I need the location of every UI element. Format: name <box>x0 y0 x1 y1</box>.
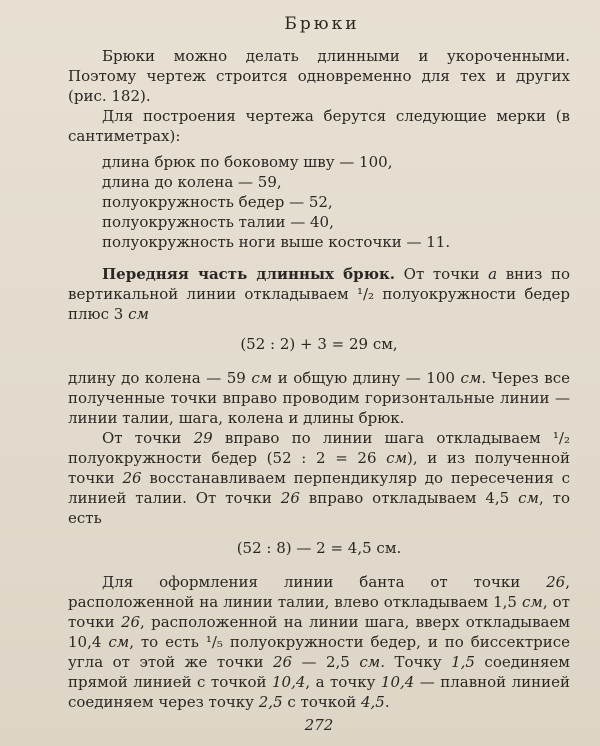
paragraph-front-part: Передняя часть длинных брюк. От точки а вниз по вертикальной линии откладываем ¹/₂ полуокружности бедер плюс 3 см <box>68 265 570 323</box>
paragraph-lengths: длину до колена — 59 см и общую длину — 100 см. Через все полученные точки вправо проводим горизонтальные линии — линии талии, шага, колена и длины брюк. <box>68 369 570 427</box>
formula-waist: (52 : 8) — 2 = 4,5 см. <box>236 539 402 557</box>
formula-hips: (52 : 2) + 3 = 29 см, <box>240 335 398 353</box>
measures-list <box>102 152 570 252</box>
section-title: Брюки <box>284 14 360 34</box>
measure-item: длина до колена — 59, <box>102 173 282 191</box>
measure-item: полуокружность талии — 40, <box>102 213 334 231</box>
paragraph-point-29: От точки 29 вправо по линии шага откладываем ¹/₂ полуокружности бедер (52 : 2 = 26 см), и из полученной точки 26 восстанавливаем перпендикуляр до пересечения с линией талии. От точки 26 вправо откладываем 4,5 см, то есть <box>68 429 570 527</box>
measure-item: полуокружность бедер — 52, <box>102 193 333 211</box>
paragraph-measures-intro: Для построения чертежа берутся следующие мерки (в сантиметрах): <box>68 107 570 145</box>
paragraph-bant-line: Для оформления линии банта от точки 26, расположенной на линии талии, влево откладываем 1,5 см, от точки 26, расположенной на линии шага, вверх откладываем 10,4 см, то есть ¹/₅ полуокружности бедер, и по биссектрисе угла от этой же точки 26 — 2,5 см. Точку 1,5 соединяем прямой линией с точкой 10,4, а точку 10,4 — плавной линией соединяем через точку 2,5 с точкой 4,5. <box>68 573 571 711</box>
paragraph-intro: Брюки можно делать длинными и укороченными. Поэтому чертеж строится одновременно для тех и других (рис. 182). <box>68 47 570 105</box>
measure-item: полуокружность ноги выше косточки — 11. <box>102 233 451 251</box>
front-part-heading: Передняя часть длинных брюк. <box>102 265 396 283</box>
measure-item: длина брюк по боковому шву — 100, <box>102 153 393 171</box>
page-number: 272 <box>304 716 334 734</box>
